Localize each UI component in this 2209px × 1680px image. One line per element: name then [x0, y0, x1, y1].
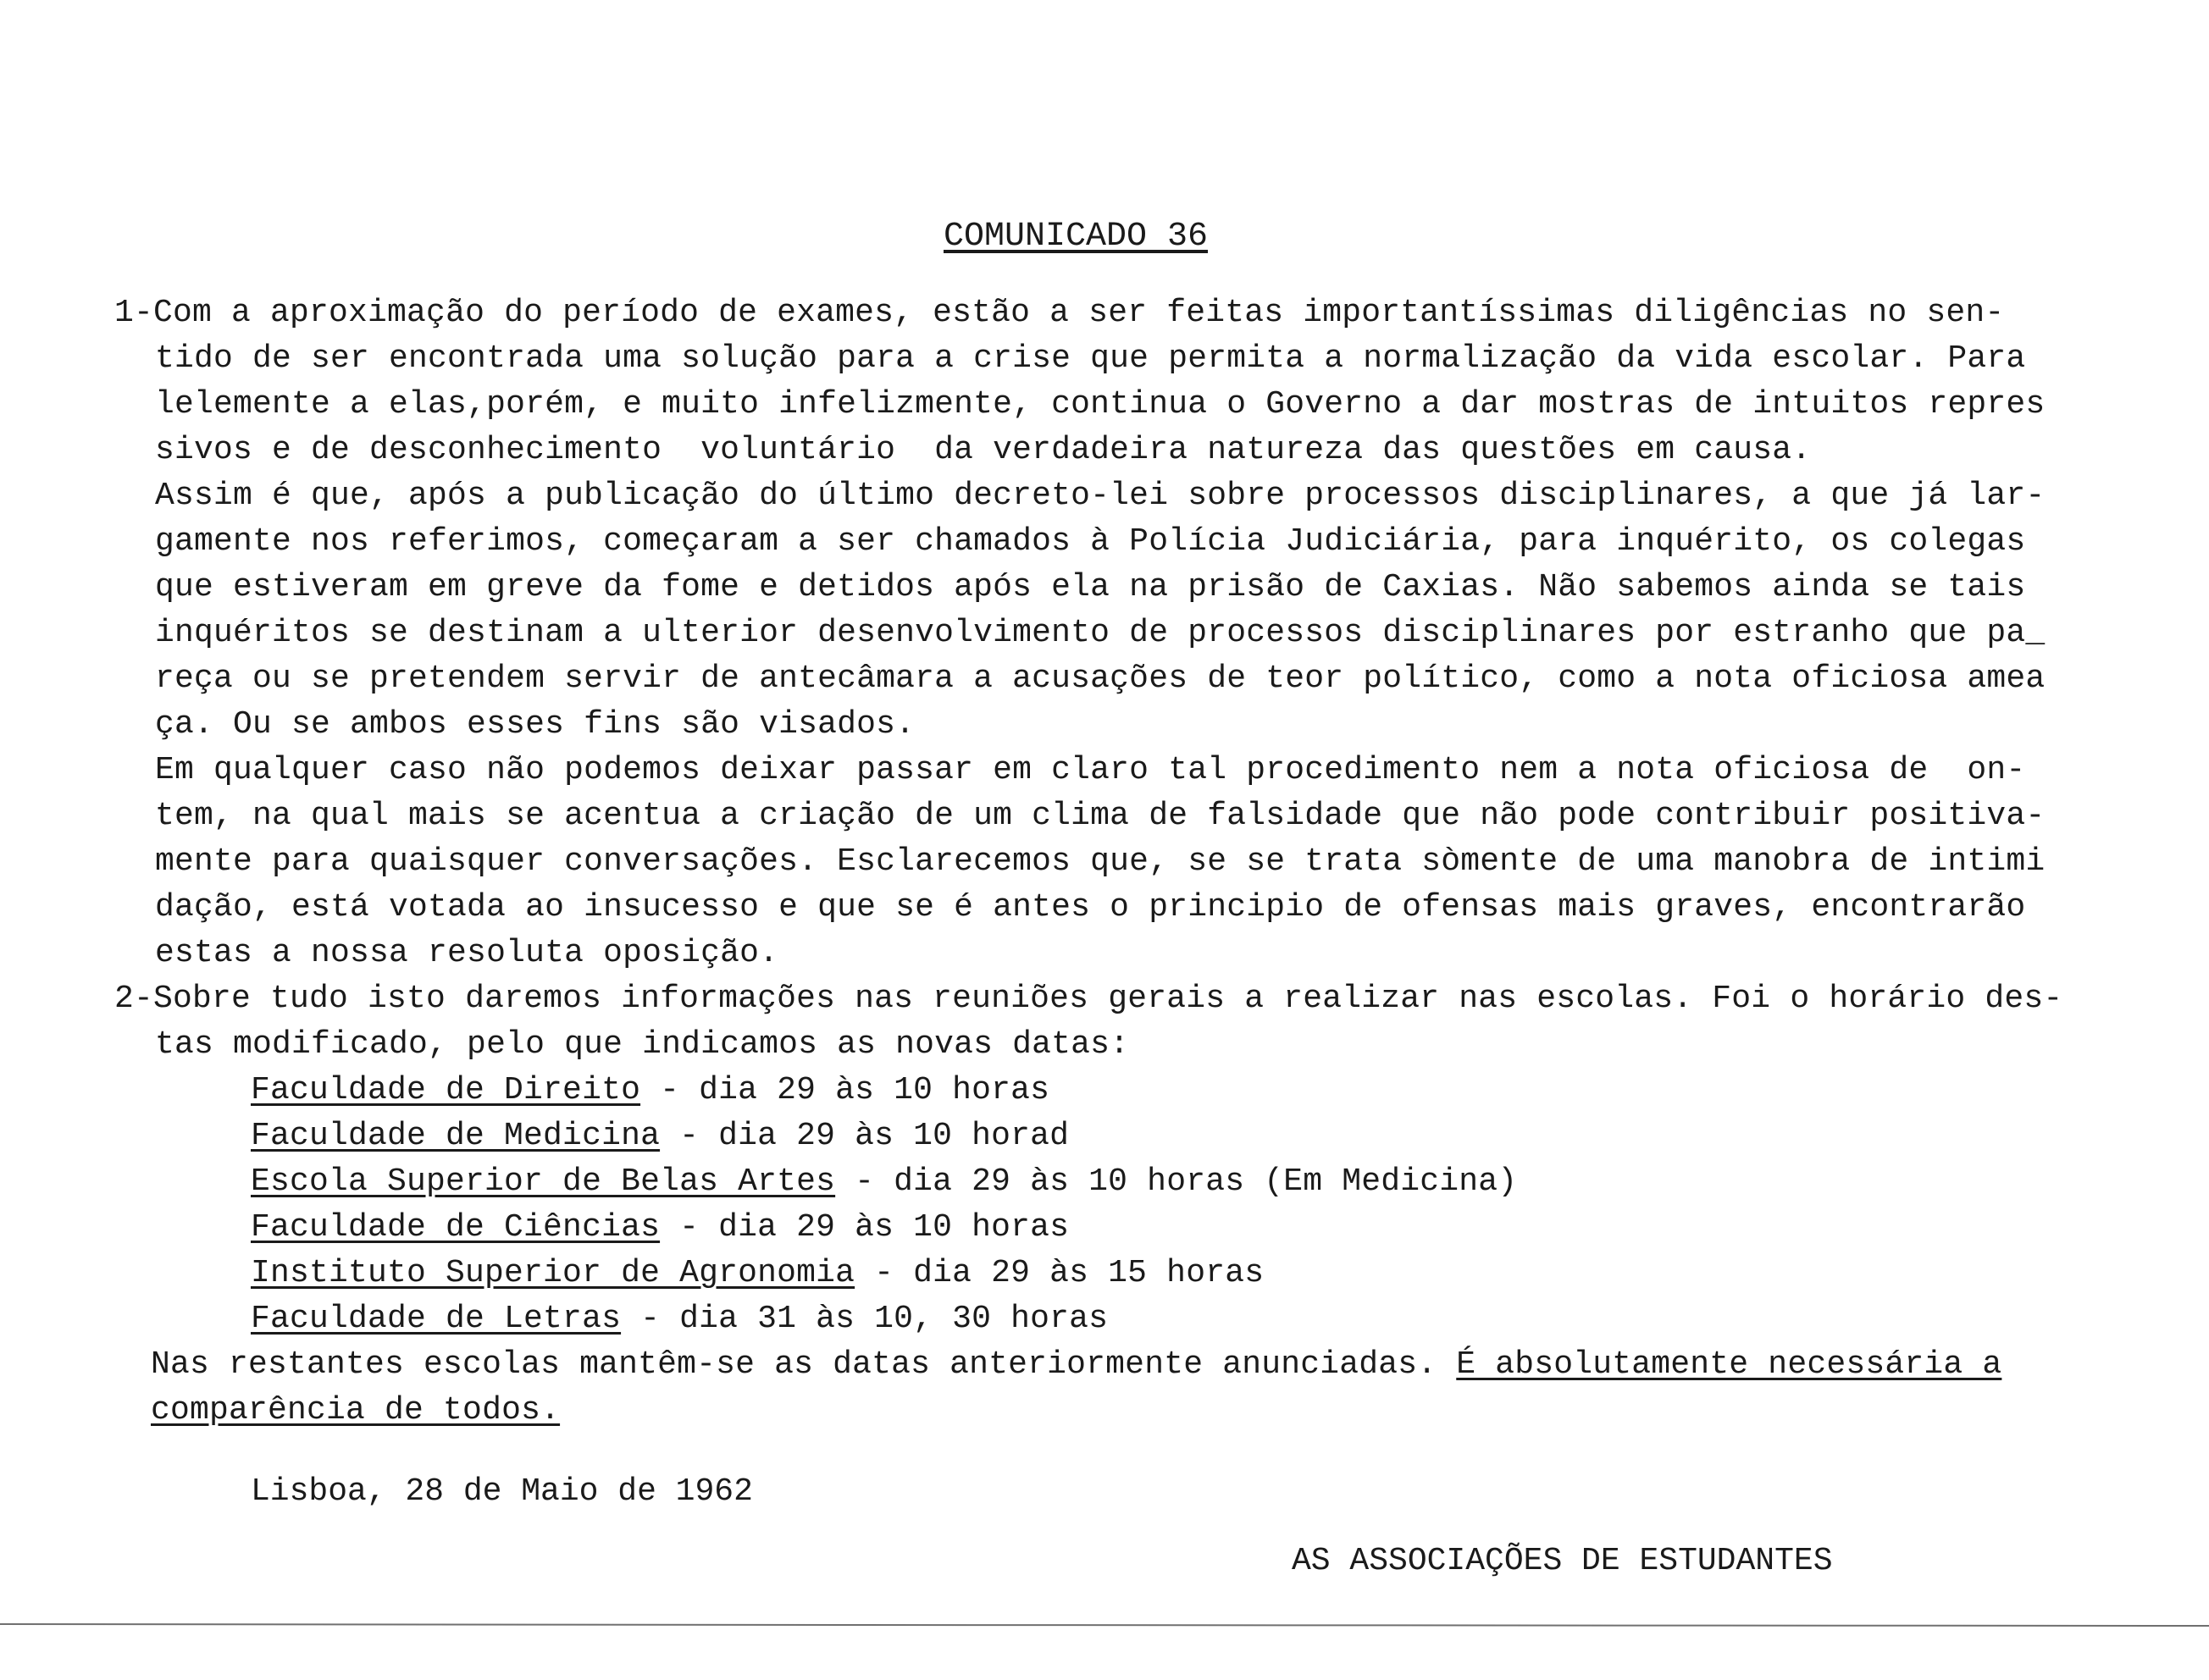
text-line: estas a nossa resoluta oposição. — [155, 935, 779, 971]
text-line: gamente nos referimos, começaram a ser chamados à Polícia Judiciária, para inquérito, os colegas — [155, 523, 2026, 560]
page-edge-mark — [0, 1622, 2209, 1628]
text-line: dação, está votada ao insucesso e que se é antes o principio de ofensas mais graves, encontrarão — [155, 889, 2026, 926]
school-name: Faculdade de Ciências — [251, 1209, 661, 1246]
text-line: reça ou se pretendem servir de antecâmara a acusações de teor político, como a nota oficiosa amea — [155, 660, 2046, 697]
text-line: Em qualquer caso não podemos deixar passar em claro tal procedimento nem a nota oficiosa de on- — [155, 752, 2026, 788]
closing-emphasis: comparência de todos. — [151, 1392, 561, 1429]
page-title: COMUNICADO 36 — [943, 218, 1209, 256]
signature: AS ASSOCIAÇÕES DE ESTUDANTES — [1292, 1543, 1833, 1579]
schedule-item — [251, 1068, 1049, 1114]
text-line: que estiveram em greve da fome e detidos após ela na prisão de Caxias. Não sabemos ainda se tais — [155, 569, 2026, 605]
date-line: Lisboa, 28 de Maio de 1962 — [251, 1473, 753, 1510]
schedule-item — [251, 1296, 1108, 1342]
text-line: tido de ser encontrada uma solução para a crise que permita a normalização da vida escolar. Para — [155, 340, 2026, 377]
schedule-time: - dia 29 às 10 horas (Em Medicina) — [835, 1163, 1518, 1200]
schedule-time: - dia 29 às 10 horad — [660, 1118, 1070, 1154]
school-name: Instituto Superior de Agronomia — [251, 1255, 855, 1291]
text-line: mente para quaisquer conversações. Esclarecemos que, se se trata sòmente de uma manobra de intimi — [155, 843, 2046, 880]
text-line: inquéritos se destinam a ulterior desenvolvimento de processos disciplinares por estranho que pa_ — [155, 615, 2046, 651]
closing-emphasis: É absolutamente necessária a — [1456, 1346, 2002, 1383]
text-line: ça. Ou se ambos esses fins são visados. — [155, 706, 916, 743]
schedule-item — [251, 1205, 1069, 1251]
schedule-time: - dia 29 às 10 horas — [640, 1072, 1050, 1108]
schedule-item — [251, 1114, 1069, 1159]
closing-text: Nas restantes escolas mantêm-se as datas anteriormente anunciadas. — [151, 1346, 1457, 1383]
text-line: Assim é que, após a publicação do último decreto-lei sobre processos disciplinares, a que já lar- — [155, 478, 2046, 514]
text-line: lelemente a elas,porém, e muito infelizmente, continua o Governo a dar mostras de intuitos repres — [155, 386, 2046, 423]
schedule-item — [251, 1251, 1264, 1296]
schedule-time: - dia 29 às 15 horas — [855, 1255, 1265, 1291]
schedule-time: - dia 29 às 10 horas — [660, 1209, 1070, 1246]
school-name: Faculdade de Medicina — [251, 1118, 661, 1154]
text-line: tem, na qual mais se acentua a criação de um clima de falsidade que não pode contribuir positiva- — [155, 798, 2046, 834]
schedule-time: - dia 31 às 10, 30 horas — [621, 1301, 1109, 1337]
school-name: Escola Superior de Belas Artes — [251, 1163, 836, 1200]
text-line: tas modificado, pelo que indicamos as novas datas: — [155, 1026, 1130, 1063]
text-line: sivos e de desconhecimento voluntário da verdadeira natureza das questões em causa. — [155, 432, 1812, 468]
text-line: 1-Com a aproximação do período de exames, estão a ser feitas importantíssimas diligências no sen- — [114, 295, 2005, 331]
school-name: Faculdade de Direito — [251, 1072, 641, 1108]
text-line: 2-Sobre tudo isto daremos informações nas reuniões gerais a realizar nas escolas. Foi o horário des- — [114, 981, 2063, 1017]
closing-line — [151, 1388, 560, 1434]
schedule-item — [251, 1159, 1517, 1205]
school-name: Faculdade de Letras — [251, 1301, 622, 1337]
closing-line — [151, 1342, 2001, 1388]
